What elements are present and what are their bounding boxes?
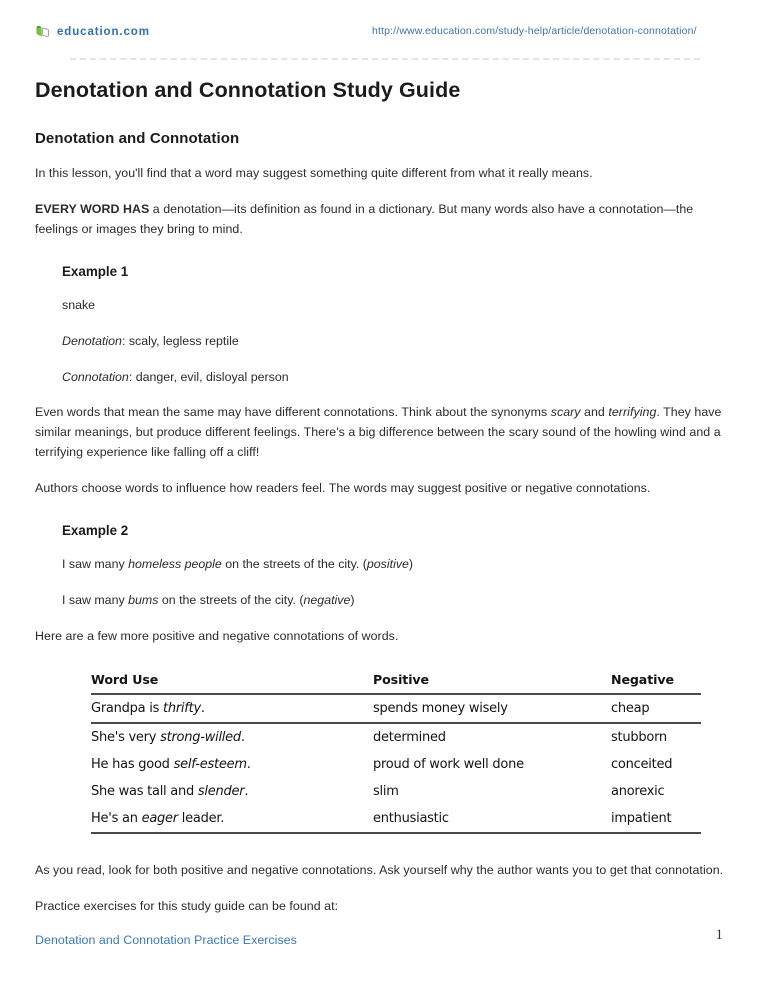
synonyms-part3: . They have similar meanings, but produce different feelings. There's a big difference between the scary sound of the howling wind and a terrifying experience like falling off a cliff! bbox=[35, 405, 722, 460]
word-use-term: self-esteem bbox=[173, 756, 247, 772]
word-use-term: eager bbox=[141, 810, 178, 826]
table-intro-paragraph: Here are a few more positive and negative connotations of words. bbox=[35, 628, 399, 643]
example-2-line-1-italic2: positive bbox=[366, 557, 409, 572]
example-2-line-2 bbox=[62, 591, 733, 610]
word-use-prefix: He has good bbox=[91, 756, 174, 772]
example-2-line-1-part2: on the streets of the city. ( bbox=[221, 557, 367, 572]
denotation-text: : scaly, legless reptile bbox=[121, 333, 239, 348]
example-2-line-1-part3: ) bbox=[408, 557, 414, 572]
word-use-suffix: . bbox=[240, 729, 245, 745]
connotation-table bbox=[91, 670, 701, 834]
synonym-scary: scary bbox=[550, 405, 581, 420]
example-1-connotation bbox=[62, 368, 733, 387]
word-use-prefix: She's very bbox=[91, 729, 161, 745]
cell-positive: enthusiastic bbox=[373, 805, 611, 833]
word-use-prefix: She was tall and bbox=[91, 783, 198, 799]
table-row bbox=[91, 723, 701, 751]
example-2-line-1 bbox=[62, 555, 733, 574]
table-row bbox=[91, 751, 701, 778]
column-header-negative: Negative bbox=[611, 670, 701, 694]
word-use-suffix: . bbox=[200, 700, 205, 716]
example-1-heading: Example 1 bbox=[62, 264, 129, 280]
site-brand-name: education.com bbox=[57, 25, 150, 38]
cell-word-use bbox=[91, 723, 373, 751]
word-use-prefix: Grandpa is bbox=[91, 700, 163, 716]
cell-negative: stubborn bbox=[611, 729, 667, 745]
denotation-label: Denotation bbox=[62, 333, 122, 348]
cell-word-use bbox=[91, 751, 373, 778]
cell-negative: anorexic bbox=[611, 783, 665, 799]
definition-paragraph bbox=[35, 199, 725, 239]
word-use-term: thrifty bbox=[163, 700, 201, 716]
example-2-line-1-italic1: homeless people bbox=[128, 557, 222, 572]
example-2-line-2-italic1: bums bbox=[128, 593, 159, 608]
cell-word-use bbox=[91, 805, 373, 833]
page-header bbox=[35, 0, 733, 42]
synonyms-paragraph bbox=[35, 402, 725, 462]
section-heading: Denotation and Connotation bbox=[35, 130, 240, 147]
source-url[interactable]: http://www.education.com/study-help/article/denotation-connotation/ bbox=[372, 25, 697, 37]
word-use-prefix: He's an bbox=[91, 810, 142, 826]
word-use-term: strong-willed bbox=[160, 729, 241, 745]
cell-negative: impatient bbox=[611, 805, 701, 833]
synonyms-part2: and bbox=[580, 405, 609, 420]
example-2-line-2-part1: I saw many bbox=[62, 593, 129, 608]
header-divider bbox=[70, 58, 700, 60]
site-brand[interactable] bbox=[35, 24, 150, 39]
cell-word-use bbox=[91, 694, 373, 723]
example-2-line-1-part1: I saw many bbox=[62, 557, 129, 572]
column-header-positive: Positive bbox=[373, 670, 611, 694]
table-row bbox=[91, 805, 701, 833]
example-2-heading: Example 2 bbox=[62, 523, 129, 539]
intro-paragraph: In this lesson, you'll find that a word may suggest something quite different from what it really means. bbox=[35, 166, 593, 180]
cell-word-use bbox=[91, 778, 373, 805]
word-use-suffix: leader. bbox=[177, 810, 225, 826]
cell-positive: spends money wisely bbox=[373, 694, 611, 723]
definition-rest: a denotation—its definition as found in a dictionary. But many words also have a connotation—the feelings or images they bring to mind. bbox=[35, 202, 694, 237]
practice-exercises-link[interactable]: Denotation and Connotation Practice Exercises bbox=[35, 932, 297, 947]
cell-negative: cheap bbox=[611, 694, 701, 723]
open-book-icon bbox=[35, 24, 50, 39]
word-use-term: slender bbox=[197, 783, 245, 799]
connotation-table-figure bbox=[91, 670, 701, 834]
cell-positive: slim bbox=[373, 783, 399, 799]
closing-paragraph: As you read, look for both positive and negative connotations. Ask yourself why the author wants you to get that connotation. bbox=[35, 862, 724, 877]
practice-intro-paragraph: Practice exercises for this study guide can be found at: bbox=[35, 898, 339, 913]
example-2-line-2-part3: ) bbox=[350, 593, 355, 608]
example-2-block bbox=[62, 523, 733, 609]
connotation-label: Connotation bbox=[62, 369, 129, 384]
definition-lead: EVERY WORD HAS bbox=[35, 202, 150, 217]
cell-positive: proud of work well done bbox=[373, 756, 524, 772]
example-1-block bbox=[62, 264, 733, 386]
connotation-text: : danger, evil, disloyal person bbox=[128, 369, 289, 384]
table-header-row bbox=[91, 670, 701, 694]
synonyms-part1: Even words that mean the same may have different connotations. Think about the synonyms bbox=[35, 405, 551, 420]
table-row bbox=[91, 778, 701, 805]
example-1-word: snake bbox=[62, 298, 96, 313]
example-2-line-2-part2: on the streets of the city. ( bbox=[158, 593, 304, 608]
example-1-denotation bbox=[62, 332, 733, 351]
cell-negative: conceited bbox=[611, 756, 673, 772]
page-number: 1 bbox=[715, 927, 723, 943]
column-header-word-use: Word Use bbox=[91, 670, 373, 694]
authors-paragraph: Authors choose words to influence how readers feel. The words may suggest positive or negative connotations. bbox=[35, 481, 651, 496]
word-use-suffix: . bbox=[244, 783, 249, 799]
table-row bbox=[91, 694, 701, 723]
cell-positive: determined bbox=[373, 729, 446, 745]
synonym-terrifying: terrifying bbox=[608, 405, 657, 420]
word-use-suffix: . bbox=[246, 756, 251, 772]
example-2-line-2-italic2: negative bbox=[303, 593, 351, 608]
page-title: Denotation and Connotation Study Guide bbox=[35, 78, 461, 102]
